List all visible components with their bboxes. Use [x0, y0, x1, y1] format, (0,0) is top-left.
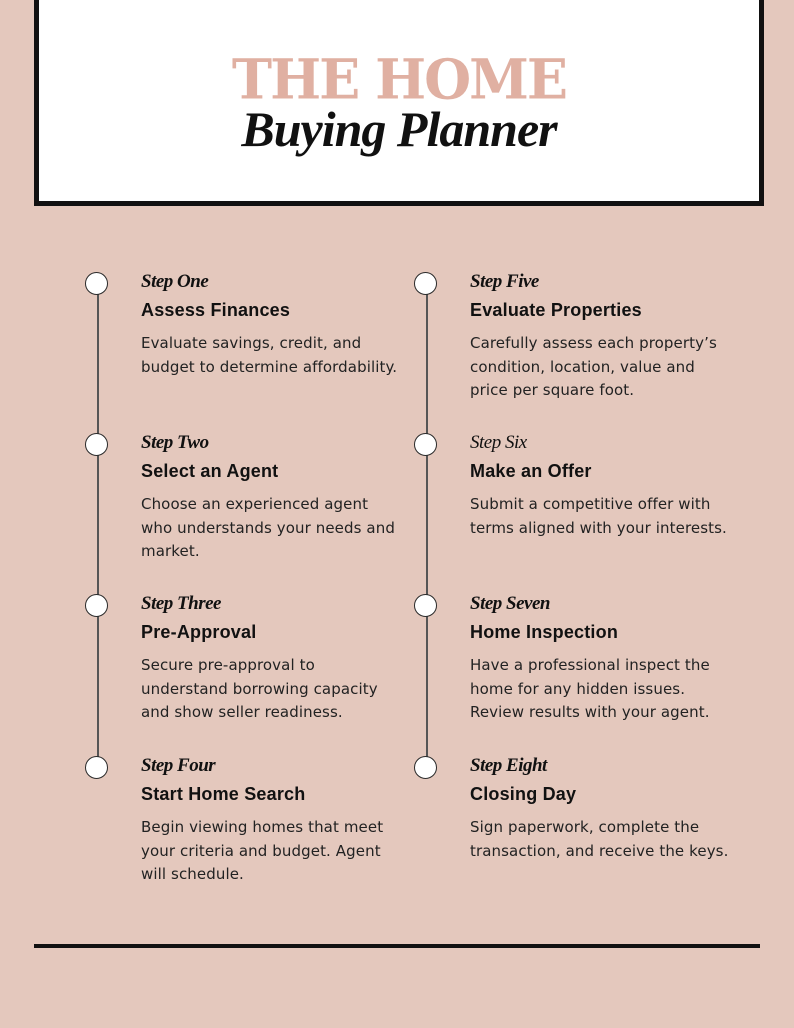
step-title: Home Inspection	[470, 622, 619, 642]
timeline-line	[426, 284, 428, 766]
step-title: Start Home Search	[141, 784, 306, 804]
title-bottom: Buying Planner	[241, 101, 557, 157]
step-marker	[85, 272, 108, 295]
step-title: Assess Finances	[141, 300, 291, 320]
step-marker	[85, 594, 108, 617]
step-description: Have a professional inspect the home for any hidden issues. Review results with your agent.	[470, 656, 710, 721]
step-title: Pre-Approval	[141, 622, 257, 642]
step-marker	[414, 594, 437, 617]
step-number: Step Four	[141, 755, 216, 776]
step-description: Evaluate savings, credit, and budget to determine affordability.	[141, 334, 398, 376]
title-top: THE HOME	[231, 46, 567, 112]
step-marker	[414, 756, 437, 779]
step-title: Evaluate Properties	[470, 300, 642, 320]
step-number: Step Seven	[470, 593, 550, 614]
step-number: Step Five	[470, 271, 539, 292]
step-marker	[85, 756, 108, 779]
step-number: Step Eight	[470, 755, 547, 776]
step-number: Step One	[141, 271, 209, 292]
step-title: Make an Offer	[470, 461, 592, 481]
step-number: Step Three	[141, 593, 221, 614]
timeline-line	[97, 284, 99, 766]
step-number: Step Two	[141, 432, 209, 453]
step-description: Carefully assess each property’s condition, location, value and price per square foot.	[470, 334, 717, 399]
footer-rule	[34, 944, 760, 948]
step-description: Secure pre-approval to understand borrowing capacity and show seller readiness.	[141, 656, 378, 721]
step-description: Submit a competitive offer with terms aligned with your interests.	[470, 495, 727, 537]
step-description: Choose an experienced agent who understands your needs and market.	[141, 495, 395, 560]
step-marker	[414, 272, 437, 295]
header-box	[34, 0, 764, 206]
step-title: Closing Day	[470, 784, 577, 804]
step-title: Select an Agent	[141, 461, 279, 481]
step-description: Begin viewing homes that meet your criteria and budget. Agent will schedule.	[141, 818, 384, 883]
step-marker	[85, 433, 108, 456]
step-marker	[414, 433, 437, 456]
step-description: Sign paperwork, complete the transaction, and receive the keys.	[470, 818, 729, 860]
step-number: Step Six	[470, 432, 527, 453]
